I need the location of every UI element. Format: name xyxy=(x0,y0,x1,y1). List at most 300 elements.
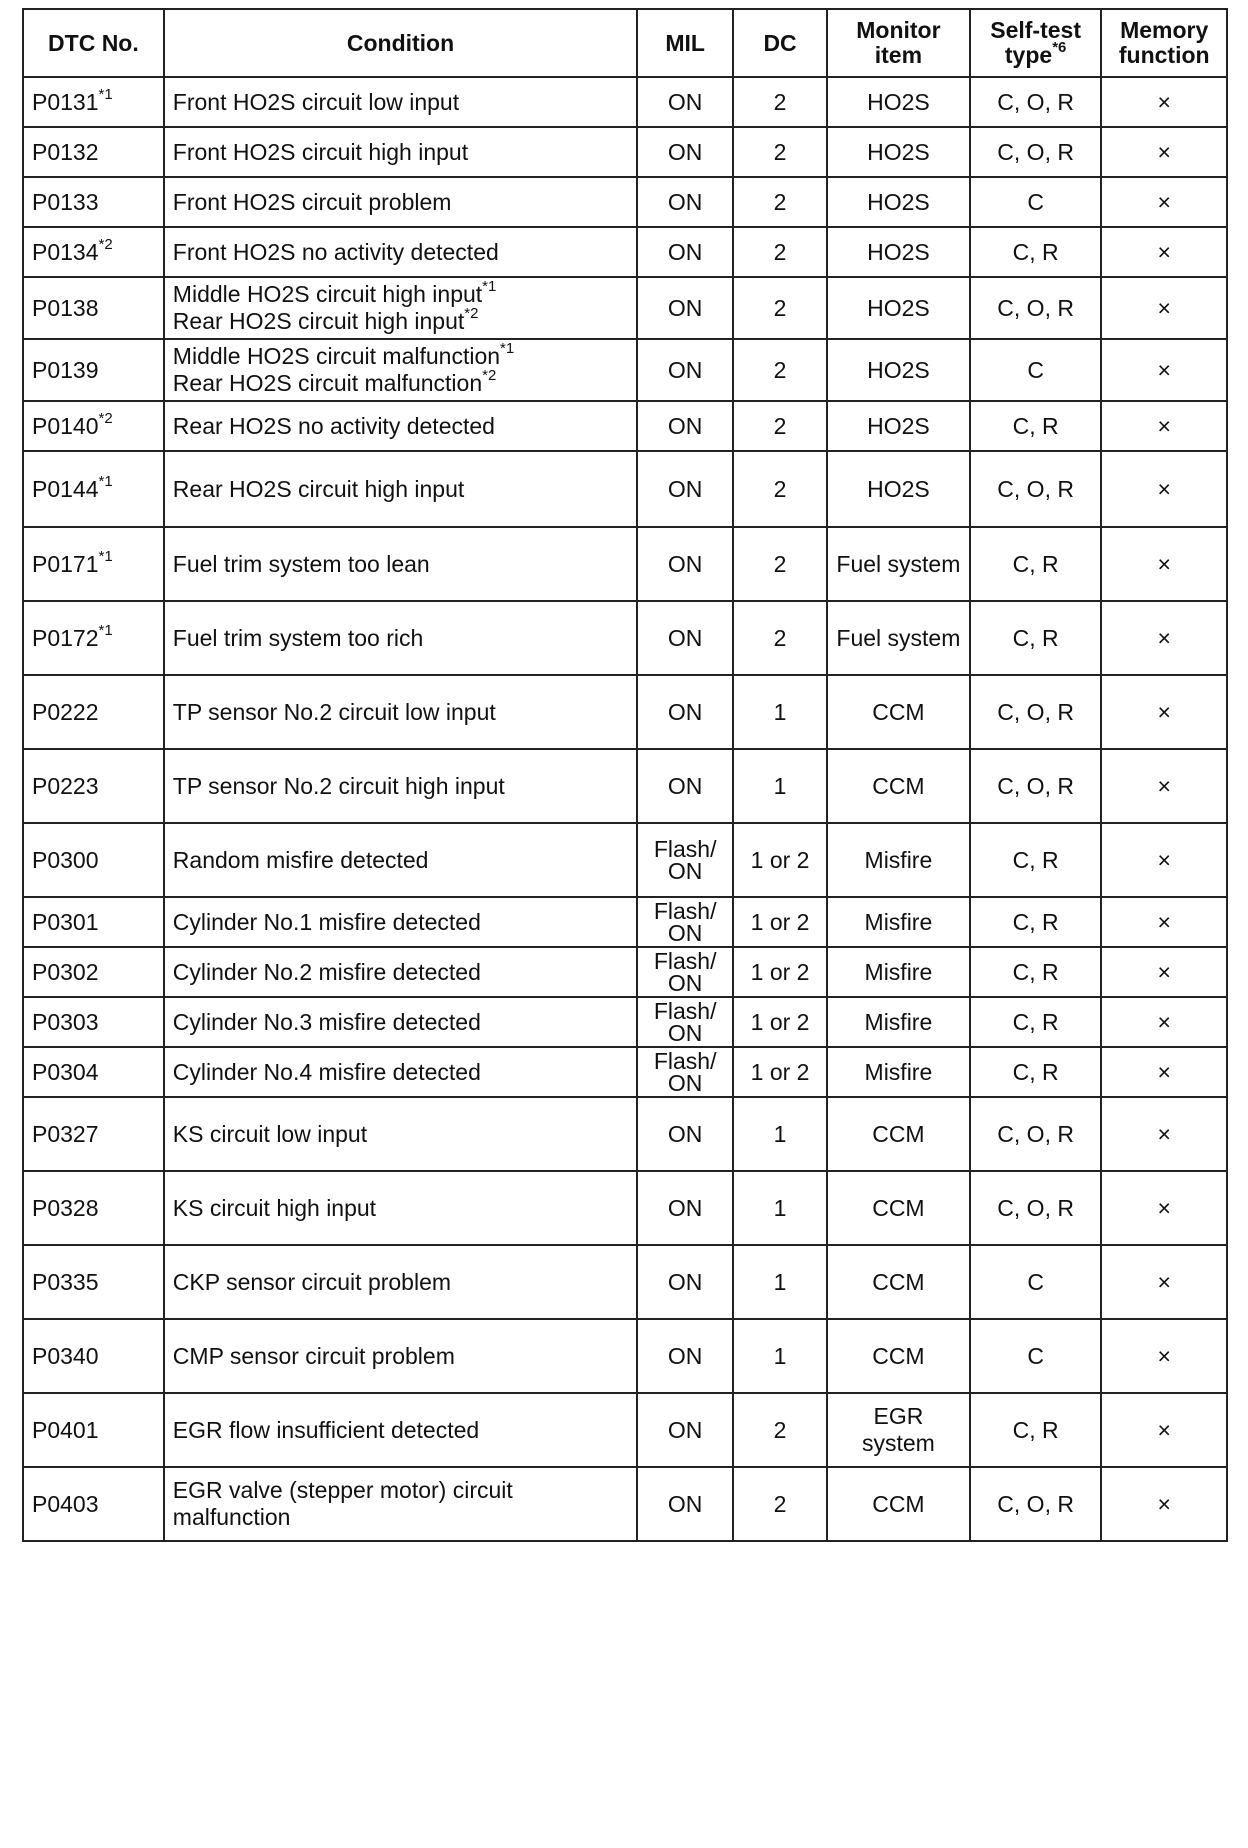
dc-cell: 1 xyxy=(733,1171,827,1245)
monitor-item-cell: HO2S xyxy=(827,77,970,127)
condition-line xyxy=(172,367,628,397)
condition-line xyxy=(173,1269,451,1295)
monitor-item-cell: Misfire xyxy=(827,947,970,997)
dtc-code: P0132 xyxy=(32,138,99,165)
mil-cell xyxy=(637,527,733,601)
condition-footnote: *1 xyxy=(482,278,497,296)
self-test-cell: C, R xyxy=(970,227,1102,277)
mil-cell xyxy=(637,997,733,1047)
condition-text: Middle HO2S circuit high input xyxy=(172,281,483,307)
condition-line xyxy=(173,625,424,651)
mil-cell xyxy=(637,451,733,527)
dtc-code-cell xyxy=(23,1245,164,1319)
condition-text: Rear HO2S circuit high input xyxy=(172,308,465,334)
dtc-code-cell xyxy=(23,127,164,177)
table-body xyxy=(23,77,1227,1541)
condition-cell xyxy=(164,675,637,749)
table-row xyxy=(23,1393,1227,1467)
dtc-code: P0304 xyxy=(32,1058,99,1085)
self-test-cell: C, O, R xyxy=(970,127,1102,177)
dc-cell: 2 xyxy=(733,227,827,277)
memory-function-cell: × xyxy=(1101,1467,1227,1541)
condition-cell xyxy=(164,227,637,277)
mil-text: ON xyxy=(667,858,703,884)
condition-cell xyxy=(164,339,637,401)
header-self-test-footnote: *6 xyxy=(1052,39,1067,57)
self-test-cell: C, O, R xyxy=(970,1097,1102,1171)
memory-function-cell: × xyxy=(1101,1097,1227,1171)
table-row xyxy=(23,749,1227,823)
mil-text: ON xyxy=(667,1020,703,1046)
dtc-code: P0171 xyxy=(32,550,99,577)
table-row xyxy=(23,339,1227,401)
monitor-item-cell: CCM xyxy=(827,675,970,749)
dtc-code-cell xyxy=(23,947,164,997)
condition-line xyxy=(173,1009,481,1035)
condition-line xyxy=(173,413,495,439)
dtc-code-cell xyxy=(23,601,164,675)
self-test-cell: C, O, R xyxy=(970,451,1102,527)
dtc-code: P0222 xyxy=(32,698,99,725)
memory-function-cell: × xyxy=(1101,177,1227,227)
dc-cell: 2 xyxy=(733,451,827,527)
dtc-code-cell xyxy=(23,997,164,1047)
header-self-test-line2 xyxy=(979,39,1093,68)
condition-line xyxy=(173,1504,628,1531)
condition-cell xyxy=(164,77,637,127)
table-row xyxy=(23,401,1227,451)
dc-cell: 2 xyxy=(733,601,827,675)
self-test-cell: C, O, R xyxy=(970,277,1102,339)
condition-line xyxy=(173,847,429,873)
condition-cell xyxy=(164,1393,637,1467)
condition-line xyxy=(173,1417,479,1443)
condition-text: Rear HO2S no activity detected xyxy=(172,412,495,439)
dtc-code-cell xyxy=(23,749,164,823)
dtc-code-cell xyxy=(23,339,164,401)
condition-text: EGR valve (stepper motor) circuit xyxy=(172,1477,513,1503)
dc-cell: 1 or 2 xyxy=(733,947,827,997)
table-row xyxy=(23,451,1227,527)
dtc-code-cell xyxy=(23,1467,164,1541)
mil-text: ON xyxy=(667,920,703,946)
dtc-table xyxy=(22,8,1228,1542)
header-memory-function xyxy=(1101,9,1227,77)
mil-text: ON xyxy=(667,1342,703,1369)
condition-line xyxy=(173,773,505,799)
condition-cell xyxy=(164,601,637,675)
monitor-item-cell: CCM xyxy=(827,1171,970,1245)
monitor-item-cell: EGR system xyxy=(827,1393,970,1467)
table-row xyxy=(23,897,1227,947)
memory-function-cell: × xyxy=(1101,277,1227,339)
condition-line xyxy=(173,699,496,725)
condition-line xyxy=(173,89,459,115)
memory-function-cell: × xyxy=(1101,227,1227,277)
self-test-cell: C, R xyxy=(970,997,1102,1047)
mil-text: Flash/ xyxy=(653,1048,717,1074)
dtc-code-cell xyxy=(23,675,164,749)
dc-cell: 1 or 2 xyxy=(733,997,827,1047)
mil-cell xyxy=(637,749,733,823)
dc-cell: 2 xyxy=(733,177,827,227)
mil-text: ON xyxy=(667,698,703,725)
mil-cell xyxy=(637,1467,733,1541)
condition-text: KS circuit low input xyxy=(172,1120,368,1147)
mil-text: ON xyxy=(667,1490,703,1517)
condition-line xyxy=(173,1121,367,1147)
condition-footnote: *2 xyxy=(464,305,479,323)
condition-text: EGR flow insufficient detected xyxy=(172,1416,480,1443)
self-test-cell: C, O, R xyxy=(970,675,1102,749)
mil-cell xyxy=(637,1245,733,1319)
condition-cell xyxy=(164,401,637,451)
memory-function-cell: × xyxy=(1101,947,1227,997)
dtc-code-cell xyxy=(23,897,164,947)
dtc-code-cell xyxy=(23,1047,164,1097)
dtc-code: P0131 xyxy=(32,88,99,115)
dtc-code: P0403 xyxy=(32,1490,99,1517)
mil-cell xyxy=(637,601,733,675)
memory-function-cell: × xyxy=(1101,1319,1227,1393)
condition-text: Cylinder No.3 misfire detected xyxy=(172,1008,481,1035)
condition-line xyxy=(173,959,481,985)
condition-footnote: *2 xyxy=(482,367,497,385)
table-row xyxy=(23,177,1227,227)
monitor-item-cell: HO2S xyxy=(827,339,970,401)
condition-line xyxy=(173,239,499,265)
dtc-code: P0401 xyxy=(32,1416,99,1443)
dtc-code: P0301 xyxy=(32,908,99,935)
mil-cell xyxy=(637,947,733,997)
mil-cell xyxy=(637,823,733,897)
condition-line xyxy=(173,1477,628,1504)
condition-cell xyxy=(164,823,637,897)
condition-cell xyxy=(164,127,637,177)
mil-text: ON xyxy=(667,88,703,115)
header-memory-line1: Memory xyxy=(1120,17,1209,43)
self-test-cell: C, R xyxy=(970,897,1102,947)
memory-function-cell: × xyxy=(1101,601,1227,675)
dc-cell: 1 xyxy=(733,1245,827,1319)
dtc-code-cell xyxy=(23,451,164,527)
condition-text: Middle HO2S circuit malfunction xyxy=(172,343,501,369)
table-row xyxy=(23,947,1227,997)
memory-function-cell: × xyxy=(1101,897,1227,947)
dc-cell: 2 xyxy=(733,339,827,401)
monitor-item-cell: HO2S xyxy=(827,127,970,177)
monitor-item-cell: CCM xyxy=(827,1467,970,1541)
self-test-cell: C, O, R xyxy=(970,1467,1102,1541)
table-header-row xyxy=(23,9,1227,77)
header-mil: MIL xyxy=(637,9,733,77)
table-row xyxy=(23,127,1227,177)
condition-text: TP sensor No.2 circuit low input xyxy=(172,698,496,725)
memory-function-cell: × xyxy=(1101,401,1227,451)
monitor-item-cell: CCM xyxy=(827,1097,970,1171)
dc-cell: 2 xyxy=(733,77,827,127)
mil-text: ON xyxy=(667,412,703,439)
dtc-code: P0302 xyxy=(32,958,99,985)
mil-text: Flash/ xyxy=(653,898,717,924)
mil-cell xyxy=(637,127,733,177)
mil-cell xyxy=(637,1171,733,1245)
dtc-code-cell xyxy=(23,1393,164,1467)
dtc-code: P0138 xyxy=(32,294,99,321)
condition-text: Cylinder No.1 misfire detected xyxy=(172,908,481,935)
mil-cell xyxy=(637,1097,733,1171)
dc-cell: 2 xyxy=(733,401,827,451)
dc-cell: 1 xyxy=(733,1097,827,1171)
condition-line xyxy=(173,551,430,577)
monitor-item-cell: CCM xyxy=(827,1245,970,1319)
dtc-code: P0140 xyxy=(32,412,99,439)
monitor-item-cell: Misfire xyxy=(827,1047,970,1097)
header-self-test-type-word: type xyxy=(1004,42,1053,68)
mil-cell xyxy=(637,77,733,127)
dtc-code-cell xyxy=(23,277,164,339)
condition-cell xyxy=(164,1171,637,1245)
dtc-code: P0340 xyxy=(32,1342,99,1369)
condition-footnote: *1 xyxy=(500,340,515,358)
condition-line xyxy=(173,476,464,502)
condition-cell xyxy=(164,527,637,601)
mil-text: ON xyxy=(667,188,703,215)
memory-function-cell: × xyxy=(1101,1047,1227,1097)
condition-cell xyxy=(164,1097,637,1171)
table-row xyxy=(23,227,1227,277)
condition-cell xyxy=(164,897,637,947)
self-test-cell: C, O, R xyxy=(970,749,1102,823)
mil-cell xyxy=(637,401,733,451)
mil-cell xyxy=(637,1393,733,1467)
dtc-code-cell xyxy=(23,1097,164,1171)
self-test-cell: C xyxy=(970,1245,1102,1319)
dtc-code-cell xyxy=(23,527,164,601)
condition-line xyxy=(173,909,481,935)
dc-cell: 2 xyxy=(733,527,827,601)
memory-function-cell: × xyxy=(1101,339,1227,401)
header-memory-line2: function xyxy=(1118,42,1210,68)
memory-function-cell: × xyxy=(1101,527,1227,601)
dc-cell: 1 xyxy=(733,1319,827,1393)
condition-cell xyxy=(164,1047,637,1097)
table-row xyxy=(23,1171,1227,1245)
memory-function-cell: × xyxy=(1101,1245,1227,1319)
mil-text: ON xyxy=(667,1268,703,1295)
self-test-cell: C, O, R xyxy=(970,1171,1102,1245)
condition-cell xyxy=(164,177,637,227)
dtc-code-cell xyxy=(23,77,164,127)
dtc-code: P0133 xyxy=(32,188,99,215)
mil-text: ON xyxy=(667,294,703,321)
monitor-item-cell: HO2S xyxy=(827,277,970,339)
mil-text: ON xyxy=(667,624,703,651)
condition-text: malfunction xyxy=(172,1504,291,1530)
condition-line xyxy=(173,1195,376,1221)
condition-cell xyxy=(164,1319,637,1393)
dc-cell: 2 xyxy=(733,1467,827,1541)
dtc-code: P0300 xyxy=(32,846,99,873)
table-row xyxy=(23,675,1227,749)
condition-line xyxy=(173,1343,455,1369)
mil-cell xyxy=(637,177,733,227)
condition-cell xyxy=(164,997,637,1047)
dtc-code: P0134 xyxy=(32,238,99,265)
memory-function-cell: × xyxy=(1101,823,1227,897)
condition-text: Fuel trim system too rich xyxy=(172,624,424,651)
mil-text: Flash/ xyxy=(653,836,717,862)
condition-text: Front HO2S circuit problem xyxy=(172,188,452,215)
condition-cell xyxy=(164,451,637,527)
self-test-cell: C, R xyxy=(970,601,1102,675)
header-self-test-type xyxy=(970,9,1102,77)
memory-function-cell: × xyxy=(1101,1393,1227,1467)
dtc-code-footnote: *2 xyxy=(98,409,113,427)
condition-line xyxy=(173,1059,481,1085)
self-test-cell: C, R xyxy=(970,947,1102,997)
table-row xyxy=(23,997,1227,1047)
dc-cell: 1 or 2 xyxy=(733,897,827,947)
condition-text: Cylinder No.2 misfire detected xyxy=(172,958,481,985)
mil-cell xyxy=(637,1319,733,1393)
dtc-code-cell xyxy=(23,177,164,227)
mil-text: ON xyxy=(667,238,703,265)
dtc-code-cell xyxy=(23,1319,164,1393)
header-dtc-no: DTC No. xyxy=(23,9,164,77)
condition-text: Front HO2S circuit high input xyxy=(172,138,469,165)
header-self-test-line1: Self-test xyxy=(990,17,1081,43)
table-row xyxy=(23,1319,1227,1393)
table-row xyxy=(23,1467,1227,1541)
condition-text: CKP sensor circuit problem xyxy=(172,1268,452,1295)
mil-text: ON xyxy=(667,1416,703,1443)
condition-line xyxy=(172,340,628,370)
dtc-code: P0144 xyxy=(32,475,99,502)
dtc-code: P0172 xyxy=(32,624,99,651)
table-row xyxy=(23,1047,1227,1097)
mil-text: ON xyxy=(667,772,703,799)
memory-function-cell: × xyxy=(1101,127,1227,177)
table-row xyxy=(23,1245,1227,1319)
table-row xyxy=(23,823,1227,897)
dc-cell: 2 xyxy=(733,277,827,339)
monitor-item-cell: Misfire xyxy=(827,997,970,1047)
self-test-cell: C xyxy=(970,1319,1102,1393)
dtc-code-cell xyxy=(23,823,164,897)
mil-cell xyxy=(637,897,733,947)
condition-line xyxy=(173,189,452,215)
monitor-item-cell: HO2S xyxy=(827,451,970,527)
mil-text: ON xyxy=(667,1120,703,1147)
header-condition: Condition xyxy=(164,9,637,77)
dtc-code: P0335 xyxy=(32,1268,99,1295)
condition-cell xyxy=(164,1467,637,1541)
table-row xyxy=(23,601,1227,675)
mil-text: ON xyxy=(667,356,703,383)
monitor-item-cell: HO2S xyxy=(827,177,970,227)
condition-text: CMP sensor circuit problem xyxy=(172,1342,455,1369)
dtc-code-cell xyxy=(23,227,164,277)
monitor-item-cell: Misfire xyxy=(827,823,970,897)
dtc-code: P0328 xyxy=(32,1194,99,1221)
self-test-cell: C, R xyxy=(970,401,1102,451)
self-test-cell: C, R xyxy=(970,527,1102,601)
condition-text: Rear HO2S circuit high input xyxy=(172,475,465,502)
dtc-code: P0327 xyxy=(32,1120,99,1147)
condition-text: Rear HO2S circuit malfunction xyxy=(172,370,483,396)
monitor-item-cell: CCM xyxy=(827,749,970,823)
mil-cell xyxy=(637,227,733,277)
condition-text: TP sensor No.2 circuit high input xyxy=(172,772,505,799)
mil-text: ON xyxy=(667,970,703,996)
mil-cell xyxy=(637,675,733,749)
condition-line xyxy=(172,278,628,308)
self-test-cell: C, R xyxy=(970,1393,1102,1467)
monitor-item-cell: Fuel system xyxy=(827,601,970,675)
dtc-code: P0303 xyxy=(32,1008,99,1035)
dtc-code-cell xyxy=(23,401,164,451)
condition-text: Fuel trim system too lean xyxy=(172,550,430,577)
condition-text: Cylinder No.4 misfire detected xyxy=(172,1058,481,1085)
dc-cell: 1 xyxy=(733,675,827,749)
self-test-cell: C xyxy=(970,177,1102,227)
condition-line xyxy=(172,305,628,335)
mil-text: Flash/ xyxy=(653,948,717,974)
table-row xyxy=(23,1097,1227,1171)
condition-cell xyxy=(164,1245,637,1319)
memory-function-cell: × xyxy=(1101,997,1227,1047)
monitor-item-cell: HO2S xyxy=(827,227,970,277)
mil-text: ON xyxy=(667,475,703,502)
dc-cell: 1 or 2 xyxy=(733,1047,827,1097)
header-monitor-item: Monitor item xyxy=(827,9,970,77)
memory-function-cell: × xyxy=(1101,675,1227,749)
memory-function-cell: × xyxy=(1101,451,1227,527)
table-row xyxy=(23,527,1227,601)
dtc-code-footnote: *1 xyxy=(98,85,113,103)
memory-function-cell: × xyxy=(1101,749,1227,823)
condition-line xyxy=(173,139,468,165)
dtc-code: P0223 xyxy=(32,772,99,799)
dtc-code-footnote: *1 xyxy=(98,621,113,639)
dtc-code-cell xyxy=(23,1171,164,1245)
mil-text: ON xyxy=(667,1194,703,1221)
monitor-item-cell: CCM xyxy=(827,1319,970,1393)
self-test-cell: C xyxy=(970,339,1102,401)
self-test-cell: C, R xyxy=(970,823,1102,897)
memory-function-cell: × xyxy=(1101,77,1227,127)
condition-text: Random misfire detected xyxy=(172,846,429,873)
memory-function-cell: × xyxy=(1101,1171,1227,1245)
dc-cell: 1 xyxy=(733,749,827,823)
header-dc: DC xyxy=(733,9,827,77)
dtc-code-footnote: *1 xyxy=(98,547,113,565)
dtc-code: P0139 xyxy=(32,356,99,383)
dtc-code-footnote: *2 xyxy=(98,235,113,253)
mil-cell xyxy=(637,1047,733,1097)
dtc-code-footnote: *1 xyxy=(98,472,113,490)
condition-cell xyxy=(164,277,637,339)
condition-text: KS circuit high input xyxy=(172,1194,377,1221)
table-row xyxy=(23,77,1227,127)
monitor-item-cell: Misfire xyxy=(827,897,970,947)
table-row xyxy=(23,277,1227,339)
mil-text: Flash/ xyxy=(653,998,717,1024)
dc-cell: 2 xyxy=(733,1393,827,1467)
mil-cell xyxy=(637,277,733,339)
condition-text: Front HO2S circuit low input xyxy=(172,88,460,115)
